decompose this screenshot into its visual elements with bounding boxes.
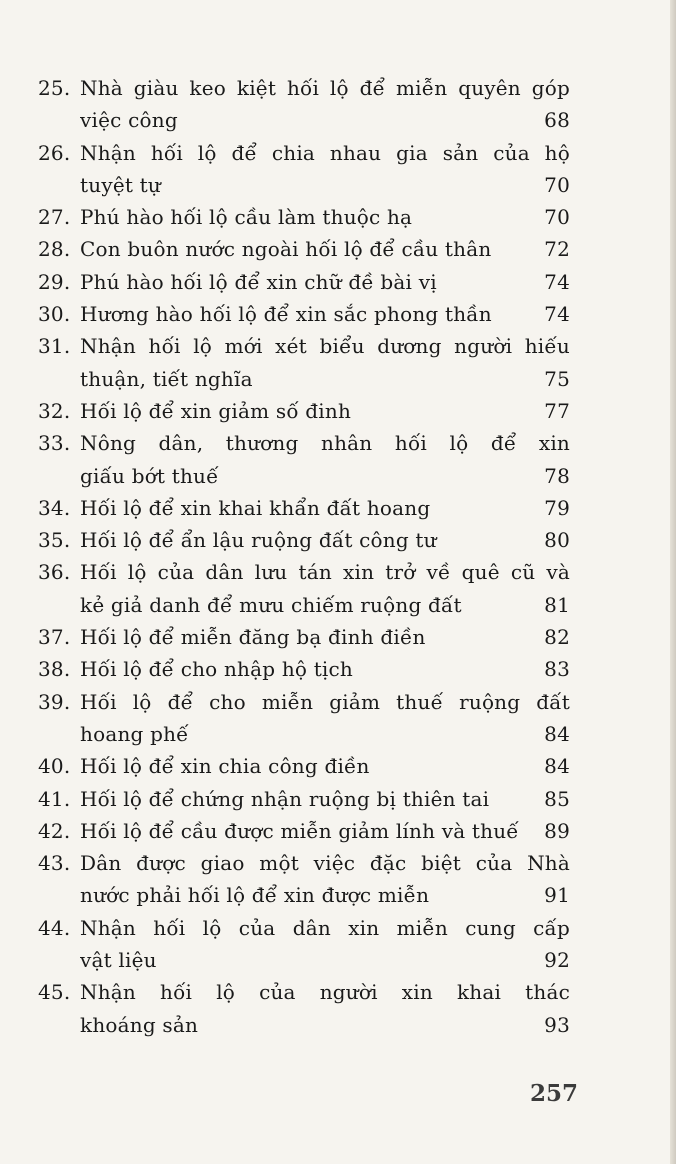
toc-entry-continuation-line (38, 944, 570, 976)
toc-entry-number: 38. (38, 657, 71, 682)
toc-entry-title: tuyệt tự (80, 172, 161, 197)
toc-entry (38, 847, 570, 912)
toc-entry-number: 35. (38, 528, 71, 553)
toc-entry-title: giấu bớt thuế (80, 463, 219, 488)
toc-entry-first-line (38, 266, 570, 298)
toc-entry-first-line (38, 298, 570, 330)
toc-entry-title: Con buôn nước ngoài hối lộ để cầu thân (80, 237, 492, 262)
toc-entry-title: khoáng sản (80, 1012, 199, 1037)
toc-entry-title: Hối lộ để xin chia công điền (80, 754, 370, 779)
toc-entry-first-line (38, 556, 570, 588)
toc-entry-page: 84 (544, 754, 570, 779)
toc-entry-number: 41. (38, 786, 71, 811)
toc-entry-continuation-line (38, 879, 570, 911)
toc-entry-page: 74 (544, 269, 570, 294)
toc-entry-title: Hối lộ của dân lưu tán xin trở về quê cũ và (80, 560, 570, 585)
toc-entry (38, 427, 570, 492)
toc-entry (38, 492, 570, 524)
toc-entry (38, 266, 570, 298)
toc-entry-continuation-line (38, 460, 570, 492)
toc-entry-number: 44. (38, 915, 71, 940)
toc-entry-number: 32. (38, 398, 71, 423)
toc-entry-number: 39. (38, 689, 71, 714)
toc-entry-title: Hối lộ để chứng nhận ruộng bị thiên tai (80, 786, 490, 811)
toc-entry-number: 28. (38, 237, 71, 262)
toc-entry-page: 82 (544, 625, 570, 650)
toc-entry (38, 556, 570, 621)
toc-entry (38, 686, 570, 751)
toc-entry (38, 72, 570, 137)
toc-entry-title: Nhận hối lộ của dân xin miễn cung cấp (80, 915, 570, 940)
toc-entry (38, 524, 570, 556)
toc-entry-number: 42. (38, 818, 71, 843)
toc-entry-title: Nhận hối lộ để chia nhau gia sản của hộ (80, 140, 570, 165)
toc-entry-first-line (38, 815, 570, 847)
toc-entry-title: Hối lộ để cho nhập hộ tịch (80, 657, 354, 682)
toc-entry-title: Nhà giàu keo kiệt hối lộ để miễn quyên góp (80, 76, 570, 100)
toc-entry-page: 92 (544, 948, 570, 973)
toc-entry-page: 68 (544, 108, 570, 133)
toc-entry-first-line (38, 976, 570, 1008)
toc-entry (38, 298, 570, 330)
toc-entry-first-line (38, 201, 570, 233)
toc-entry-page: 74 (544, 302, 570, 327)
toc-entry-page: 78 (544, 463, 570, 488)
toc-entry-number: 31. (38, 334, 71, 359)
toc-entry-first-line (38, 686, 570, 718)
toc-entry-continuation-line (38, 718, 570, 750)
toc-entry-continuation-line (38, 1009, 570, 1041)
toc-entry-title: hoang phế (80, 721, 189, 746)
toc-entry-first-line (38, 137, 570, 169)
toc-entry-title: Hối lộ để cầu được miễn giảm lính và thuế (80, 818, 519, 843)
toc-entry-title: Dân được giao một việc đặc biệt của Nhà (80, 851, 570, 876)
toc-entry-first-line (38, 524, 570, 556)
toc-entry (38, 330, 570, 395)
toc-entry-number: 34. (38, 495, 71, 520)
toc-entry-page: 80 (544, 528, 570, 553)
toc-entry (38, 815, 570, 847)
toc-entry-first-line (38, 395, 570, 427)
toc-entry-page: 79 (544, 495, 570, 520)
toc-entry-number: 25. (38, 76, 71, 100)
toc-entry-first-line (38, 233, 570, 265)
toc-entry-continuation-line (38, 169, 570, 201)
toc-entry-title: Hương hào hối lộ để xin sắc phong thần (80, 302, 492, 327)
toc-entry-page: 72 (544, 237, 570, 262)
toc-entry-number: 40. (38, 754, 71, 779)
toc-entry-page: 85 (544, 786, 570, 811)
toc-entry-page: 75 (544, 366, 570, 391)
toc-entry-page: 89 (544, 818, 570, 843)
toc-entry-first-line (38, 912, 570, 944)
toc-entry-number: 43. (38, 851, 71, 876)
toc-entry-page: 81 (544, 592, 570, 617)
toc-entry-number: 29. (38, 269, 71, 294)
toc-entry-title: Nhận hối lộ của người xin khai thác (80, 980, 570, 1005)
toc-entry-number: 37. (38, 625, 71, 650)
toc-entry-title: Nhận hối lộ mới xét biểu dương người hiếu (80, 334, 570, 359)
toc-entry-page: 70 (544, 205, 570, 230)
toc-entry-title: vật liệu (80, 948, 157, 973)
toc-entry-number: 33. (38, 431, 71, 456)
toc-entry-title: kẻ giả danh để mưu chiếm ruộng đất (80, 592, 462, 617)
toc-entry-first-line (38, 621, 570, 653)
toc-entry-page: 70 (544, 172, 570, 197)
toc-entry-title: việc công (80, 108, 178, 133)
toc-entry-title: thuận, tiết nghĩa (80, 366, 253, 391)
toc-entry-first-line (38, 427, 570, 459)
toc-entry-continuation-line (38, 104, 570, 136)
toc-entry-first-line (38, 330, 570, 362)
toc-entry-continuation-line (38, 589, 570, 621)
toc-entry (38, 653, 570, 685)
toc-entry (38, 395, 570, 427)
toc-entry-first-line (38, 72, 570, 104)
toc-entry (38, 750, 570, 782)
toc-entry-title: Nông dân, thương nhân hối lộ để xin (80, 431, 570, 456)
toc-entry-page: 84 (544, 721, 570, 746)
toc-entry (38, 976, 570, 1041)
toc-entry-continuation-line (38, 363, 570, 395)
toc-entry-page: 91 (544, 883, 570, 908)
page-edge-shadow (670, 0, 676, 1164)
toc-entry (38, 912, 570, 977)
toc-entry (38, 137, 570, 202)
toc-entry-number: 45. (38, 980, 71, 1005)
toc-entry (38, 783, 570, 815)
toc-entry (38, 621, 570, 653)
toc-entry-title: Hối lộ để xin khai khẩn đất hoang (80, 495, 431, 520)
toc-entry-title: Hối lộ để miễn đăng bạ đinh điền (80, 625, 426, 650)
toc-entry-title: Phú hào hối lộ để xin chữ đề bài vị (80, 269, 437, 294)
toc-entry-title: Hối lộ để cho miễn giảm thuế ruộng đất (80, 689, 570, 714)
toc-entry-number: 30. (38, 302, 71, 327)
toc-entry-title: Hối lộ để xin giảm số đinh (80, 398, 352, 423)
toc-entry-first-line (38, 750, 570, 782)
page-number: 257 (530, 1080, 579, 1107)
toc-entry-title: Phú hào hối lộ cầu làm thuộc hạ (80, 205, 413, 230)
toc-entry-number: 36. (38, 560, 71, 585)
toc-entry (38, 201, 570, 233)
toc-entry-first-line (38, 492, 570, 524)
toc-entry-first-line (38, 783, 570, 815)
toc-entry-title: Hối lộ để ẩn lậu ruộng đất công tư (80, 528, 437, 553)
toc-entry-page: 77 (544, 398, 570, 423)
toc-entry-page: 83 (544, 657, 570, 682)
table-of-contents (38, 72, 570, 1041)
toc-entry-first-line (38, 653, 570, 685)
toc-entry-title: nước phải hối lộ để xin được miễn (80, 883, 430, 908)
toc-entry-page: 93 (544, 1012, 570, 1037)
toc-entry-number: 26. (38, 140, 71, 165)
toc-entry-number: 27. (38, 205, 71, 230)
toc-entry (38, 233, 570, 265)
toc-entry-first-line (38, 847, 570, 879)
